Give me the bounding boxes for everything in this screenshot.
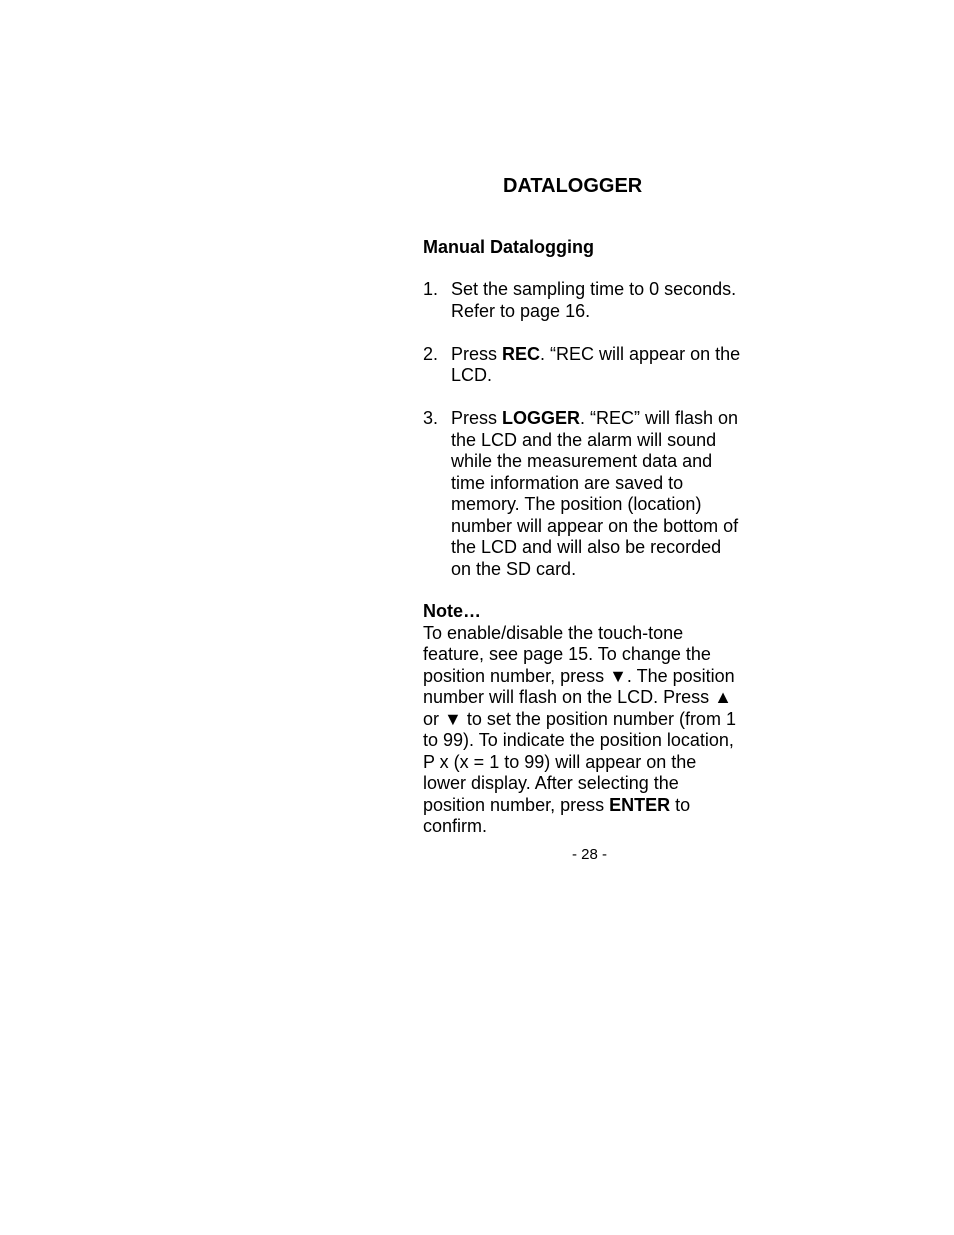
note-key-label: ENTER [609,794,671,815]
step-text [451,279,743,322]
step-item [423,408,743,580]
step-text-before: Set the sampling time to 0 seconds. Refer to page 16. [451,279,737,321]
step-number: 3. [423,408,439,428]
step-text-after: . “REC” will flash on the LCD and the alarm will sound while the measurement data and time information are saved to memory. The position (location) number will appear on the bottom of the LCD and will also be recorded on the SD card. [451,408,739,579]
step-number: 2. [423,343,439,364]
step-key-label: REC [502,343,541,364]
step-item [423,344,743,387]
step-text [451,408,743,580]
step-item [423,279,743,322]
note-heading: Note… [423,601,481,621]
step-text-after: . “REC will appear on the LCD. [451,343,741,385]
page-number: - 28 - [572,846,608,863]
note-text-after: to confirm. [423,794,691,836]
steps-list [423,279,743,602]
step-text-before: Press [451,343,503,364]
step-key-label: LOGGER [502,408,581,428]
section-heading: Manual Datalogging [423,237,594,257]
step-text [451,344,743,387]
page-title: DATALOGGER [503,175,643,197]
step-number: 1. [423,279,439,299]
note-text-before: To enable/disable the touch-tone feature, see page 15. To change the position number, press ▼. The position number will flash on the LCD. Press ▲ or ▼ to set the position number (from 1 to 99). To indicate the position location, P x (x = 1 to 99) will appear on the lower display. After selecting the position number, press [423,622,736,815]
step-text-before: Press [451,408,503,428]
note-block [423,601,741,838]
